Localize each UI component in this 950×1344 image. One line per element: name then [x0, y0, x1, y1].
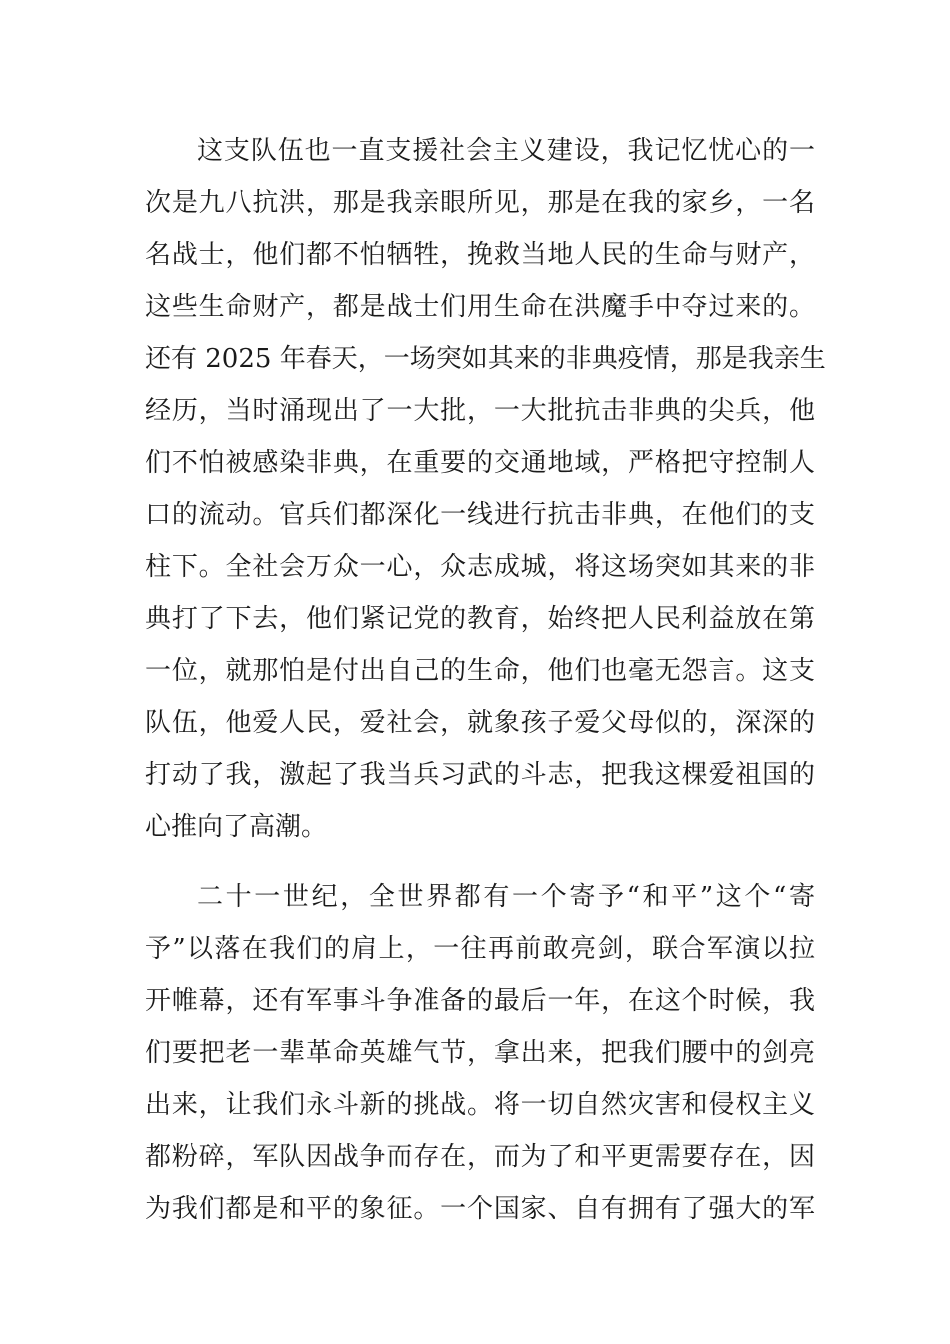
- paragraph-line: 打动了我，激起了我当兵习武的斗志，把我这棵爱祖国的: [145, 760, 815, 790]
- paragraph-line: 经历，当时涌现出了一大批，一大批抗击非典的尖兵，他: [145, 396, 815, 426]
- paragraph-line: 这些生命财产，都是战士们用生命在洪魔手中夺过来的。: [145, 292, 815, 322]
- paragraph-line: 还有 2025 年春天，一场突如其来的非典疫情，那是我亲生: [145, 344, 826, 374]
- paragraph-1: [145, 125, 826, 853]
- paragraph-line: 这支队伍也一直支援社会主义建设，我记忆忧心的一: [197, 136, 815, 166]
- paragraph-line: 都粉碎，军队因战争而存在，而为了和平更需要存在，因: [145, 1142, 815, 1172]
- paragraph-line: 典打了下去，他们紧记党的教育，始终把人民利益放在第: [145, 604, 815, 634]
- paragraph-line: 柱下。全社会万众一心，众志成城，将这场突如其来的非: [145, 552, 815, 582]
- paragraph-line: 名战士，他们都不怕牺牲，挽救当地人民的生命与财产，: [145, 240, 815, 270]
- paragraph-2: [145, 871, 815, 1235]
- paragraph-line: 予”以落在我们的肩上，一往再前敢亮剑，联合军演以拉: [145, 934, 815, 964]
- paragraph-line: 队伍，他爱人民，爱社会，就象孩子爱父母似的，深深的: [145, 708, 815, 738]
- paragraph-line: 口的流动。官兵们都深化一线进行抗击非典，在他们的支: [145, 500, 815, 530]
- paragraph-line: 次是九八抗洪，那是我亲眼所见，那是在我的家乡，一名: [145, 188, 815, 218]
- paragraph-line: 们不怕被感染非典，在重要的交通地域，严格把守控制人: [145, 448, 815, 478]
- paragraph-line: 开帷幕，还有军事斗争准备的最后一年，在这个时候，我: [145, 986, 815, 1016]
- paragraph-line: 心推向了高潮。: [145, 812, 328, 842]
- paragraph-line: 出来，让我们永斗新的挑战。将一切自然灾害和侵权主义: [145, 1090, 815, 1120]
- paragraph-line: 为我们都是和平的象征。一个国家、自有拥有了强大的军: [145, 1194, 815, 1224]
- paragraph-line: 一位，就那怕是付出自己的生命，他们也毫无怨言。这支: [145, 656, 815, 686]
- paragraph-line: 二十一世纪，全世界都有一个寄予“和平”这个“寄: [197, 882, 815, 912]
- paragraph-line: 们要把老一辈革命英雄气节，拿出来，把我们腰中的剑亮: [145, 1038, 815, 1068]
